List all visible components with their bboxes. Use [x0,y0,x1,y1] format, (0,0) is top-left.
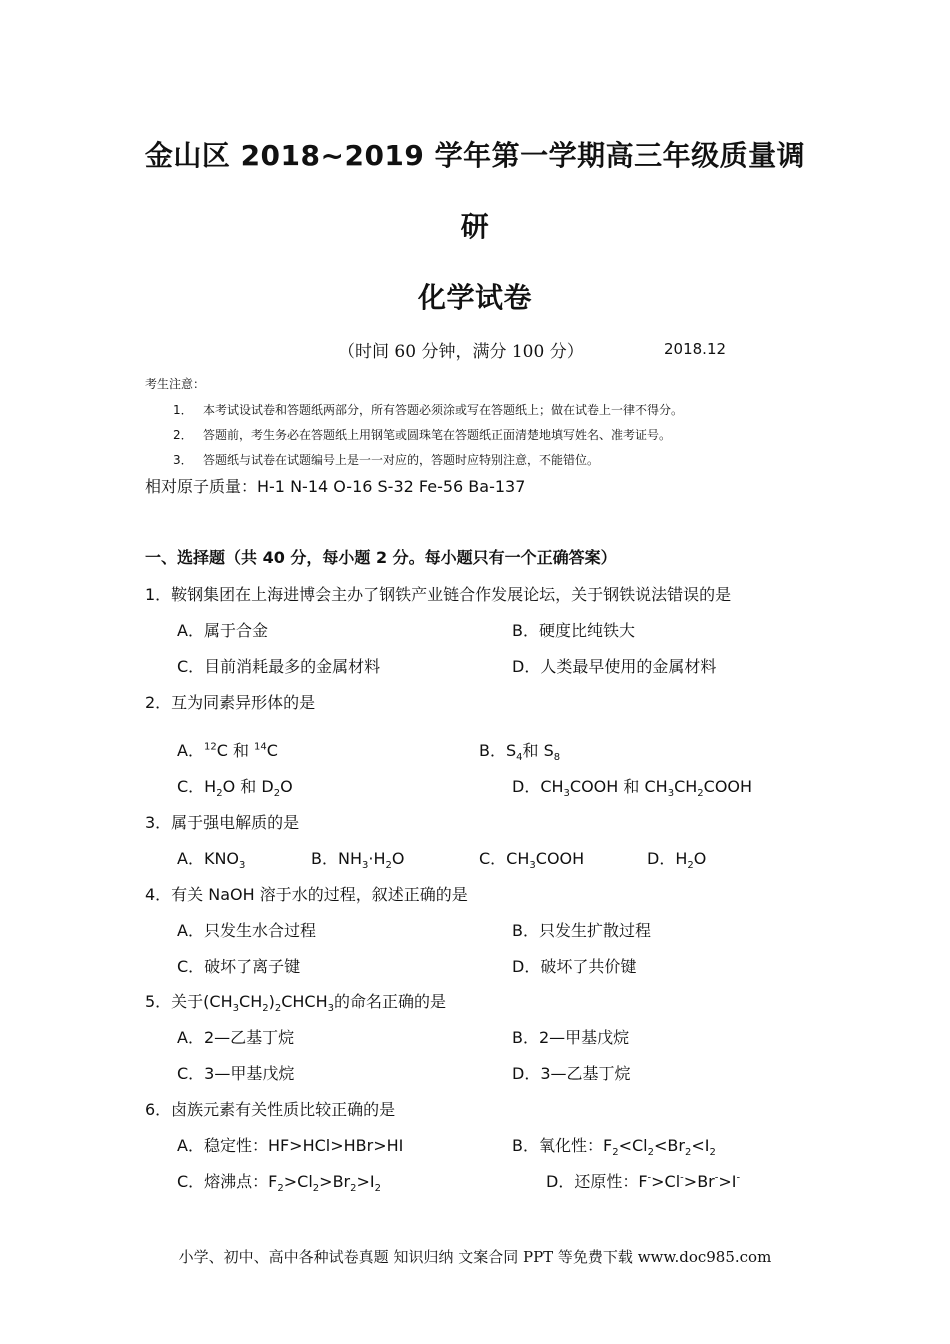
atomic-mass-line: 相对原子质量：H-1 N-14 O-16 S-32 Fe-56 Ba-137 [145,477,526,496]
question-4-stem: 4．有关 NaOH 溶于水的过程，叙述正确的是 [145,885,468,904]
q3-option-a: A．$KNO_3$ [177,849,246,872]
question-2-stem: 2．互为同素异形体的是 [145,693,316,712]
notice-number: 1． [173,403,193,417]
notice-text: 答题纸与试卷在试题编号上是一一对应的，答题时应特别注意，不能错位。 [203,453,600,467]
question-6-stem: 6．卤族元素有关性质比较正确的是 [145,1100,396,1119]
notice-text: 答题前，考生务必在答题纸上用钢笔或圆珠笔在答题纸正面清楚地填写姓名、准考证号。 [203,428,672,442]
exam-subject-title: 化学试卷 [417,281,532,314]
q1-option-c: C．目前消耗最多的金属材料 [177,657,381,676]
exam-date: 2018.12 [664,340,727,358]
q4-option-b: B．只发生扩散过程 [512,921,651,940]
question-3-stem: 3．属于强电解质的是 [145,813,300,832]
page-footer: 小学、初中、高中各种试卷真题 知识归纳 文案合同 PPT 等免费下载 www.doc985.com [178,1248,772,1266]
exam-duration: （时间 60 分钟，满分 100 分） [338,342,584,362]
notice-text: 本考试设试卷和答题纸两部分，所有答题必须涂或写在答题纸上；做在试卷上一律不得分。 [203,403,684,417]
q4-option-d: D．破坏了共价键 [512,957,637,976]
notice-number: 2． [173,428,193,442]
notice-number: 3． [173,453,193,467]
exam-title-line1: 金山区 2018~2019 学年第一学期高三年级质量调 [144,139,806,172]
q4-option-a: A．只发生水合过程 [177,921,316,940]
notice-item [173,451,599,468]
notice-item [173,426,671,443]
q6-option-d: D．还原性：F->Cl->Br->I- [546,1172,741,1191]
q6-option-c: C．熔沸点：$F_2>Cl_2>Br_2>I_2$ [177,1172,382,1195]
notice-heading: 考生注意： [145,377,206,391]
q5-option-c: C．3—甲基戊烷 [177,1064,295,1083]
q5-option-d: D．3—乙基丁烷 [512,1064,631,1083]
q5-option-b: B．2—甲基戊烷 [512,1028,630,1047]
q3-option-c: C．$CH_3COOH$ [479,849,585,872]
q4-option-c: C．破坏了离子键 [177,957,301,976]
q6-option-a: A．稳定性：HF>HCl>HBr>HI [177,1136,404,1155]
q2-option-a: A．$^{12}$C 和 $^{14}$C [177,741,278,760]
section-title: 一、选择题（共 40 分，每小题 2 分。每小题只有一个正确答案） [145,548,617,567]
q3-option-d: D．$H_2O$ [647,849,707,872]
q1-option-b: B．硬度比纯铁大 [512,621,635,640]
question-1-stem: 1．鞍钢集团在上海进博会主办了钢铁产业链合作发展论坛，关于钢铁说法错误的是 [145,585,732,604]
q3-option-b: B．$NH_3\cdot H_2O$ [311,849,405,872]
q2-option-b: B．$S_4$和 $S_8$ [479,741,561,764]
notice-item [173,401,683,418]
q2-option-d: D．$CH_3COOH$ 和 $CH_3CH_2COOH$ [512,777,753,800]
question-5-stem: 5．关于$(CH_3CH_2)_2CHCH_3$的命名正确的是 [145,992,447,1015]
q1-option-a: A．属于合金 [177,621,268,640]
q6-option-b: B．氧化性：$F_2<Cl_2<Br_2<I_2$ [512,1136,716,1159]
q5-option-a: A．2—乙基丁烷 [177,1028,295,1047]
exam-title-line2: 研 [460,210,490,243]
q1-option-d: D．人类最早使用的金属材料 [512,657,717,676]
q2-option-c: C．$H_2O$ 和 $D_2O$ [177,777,293,800]
